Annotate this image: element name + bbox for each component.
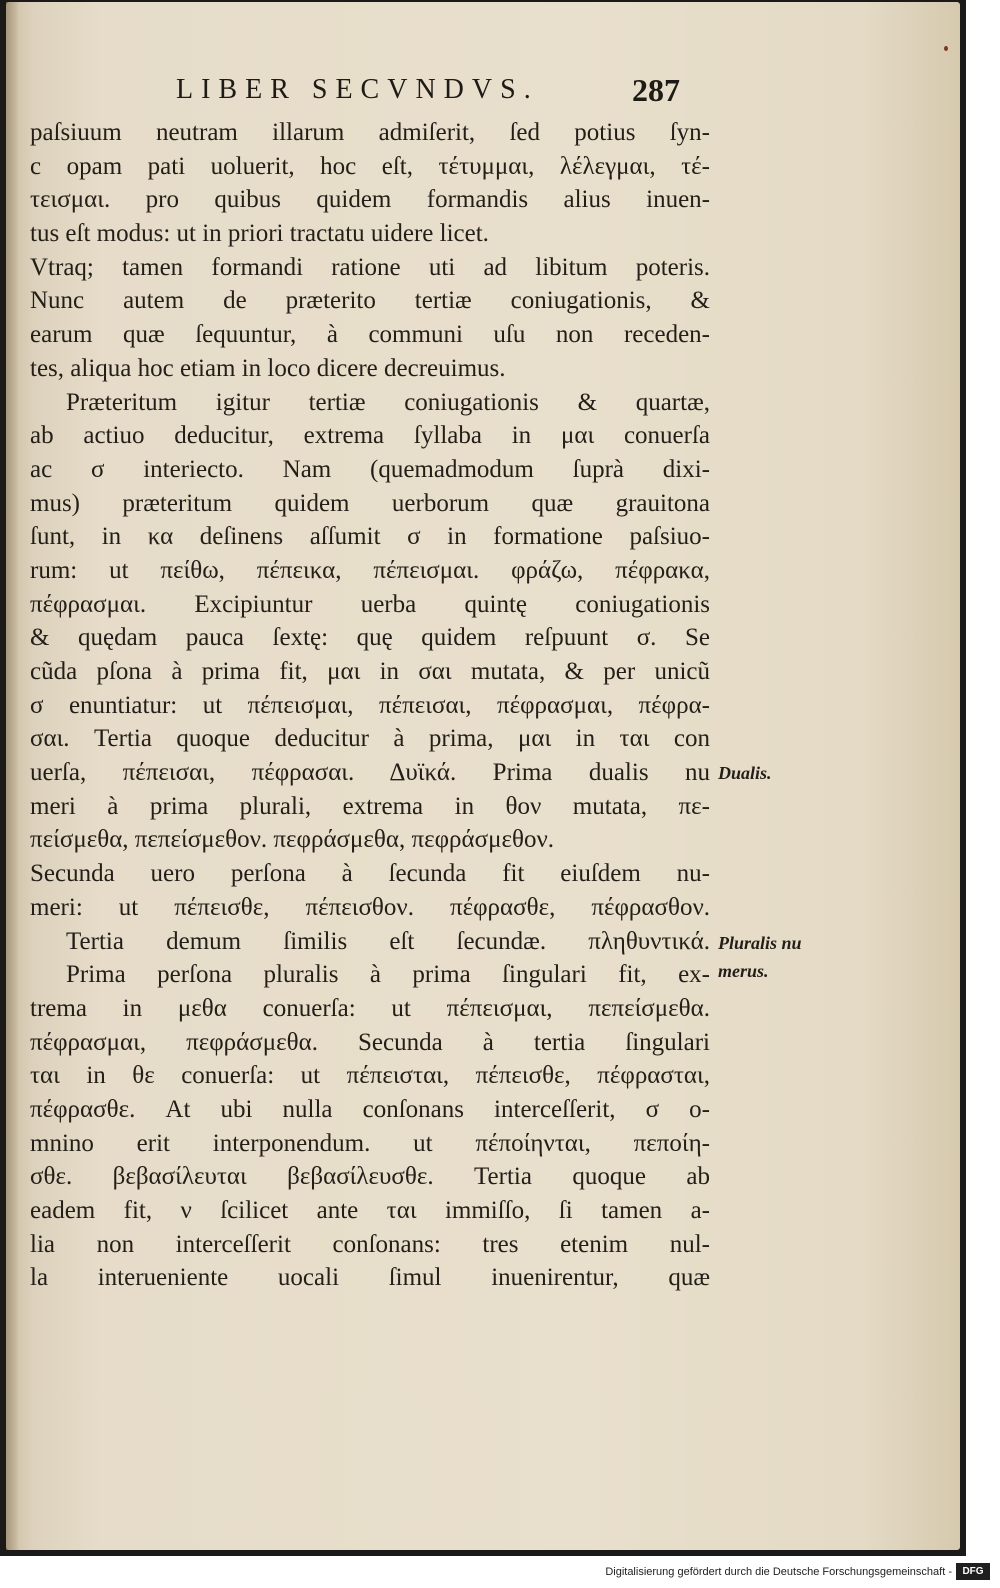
text-line: ab actiuo deducitur, extrema ſyllaba in μαι conuerſa	[30, 422, 710, 450]
text-line: ac σ interiecto. Nam (quemadmodum ſuprà dixi-	[30, 455, 710, 483]
text-line: cũda pſona à prima fit, μαι in σαι mutata, & per unicũ	[30, 658, 710, 685]
text-line: ται in θε conuerſa: ut πέπεισται, πέπεισθε, πέφρασται,	[30, 1062, 710, 1090]
text-line: πείσμεθα, πεπείσμεθον. πεφράσμεθα, πεφράσμεθον.	[30, 826, 555, 854]
text-line: lia non interceſſerit conſonans: tres etenim nul-	[30, 1230, 710, 1258]
text-line: πέφρασμαι. Excipiuntur uerba quintę coniugationis	[30, 590, 710, 618]
text-line: Præteritum igitur tertiæ coniugationis & quartæ,	[66, 388, 710, 416]
dfg-logo: DFG	[956, 1563, 990, 1580]
text-line: ſunt, in κα deſinens aſſumit σ in formatione paſsiuo-	[30, 523, 710, 551]
text-line: Secunda uero perſona à ſecunda fit eiuſdem nu-	[30, 860, 710, 888]
margin-note-dualis: Dualis.	[718, 763, 772, 783]
ink-spot	[944, 46, 948, 51]
text-line: trema in μεθα conuerſa: ut πέπεισμαι, πεπείσμεθα.	[30, 994, 710, 1022]
running-head: LIBER SECVNDVS.	[176, 74, 539, 105]
text-line: Tertia demum ſimilis eſt ſecundæ. πληθυντικά.	[66, 927, 710, 955]
text-line: tes, aliqua hoc etiam in loco dicere decreuimus.	[30, 354, 506, 382]
text-line: mus) præteritum quidem uerborum quæ grauitona	[30, 489, 710, 517]
text-line: meri à prima plurali, extrema in θον mutata, πε-	[30, 792, 710, 820]
text-line: tus eſt modus: ut in priori tractatu uidere licet.	[30, 220, 489, 248]
text-line: & quędam pauca ſextę: quę quidem reſpuunt σ. Se	[30, 624, 710, 652]
text-line: Vtraq; tamen formandi ratione uti ad libitum poteris.	[30, 253, 710, 281]
text-line: τεισμαι. pro quibus quidem formandis alius inuen-	[30, 186, 710, 214]
text-line: σθε. βεβασίλευται βεβασίλευσθε. Tertia quoque ab	[30, 1163, 710, 1191]
margin-note-pluralis-2: merus.	[718, 961, 769, 981]
text-line: mnino erit interponendum. ut πέποίηνται, πεποίη-	[30, 1129, 710, 1157]
text-line: πέφρασμαι, πεφράσμεθα. Secunda à tertia ſingulari	[30, 1028, 710, 1056]
text-line: σ enuntiatur: ut πέπεισμαι, πέπεισαι, πέφρασμαι, πέφρα-	[30, 691, 710, 719]
text-line: πέφρασθε. At ubi nulla conſonans interceſſerit, σ o-	[30, 1095, 710, 1123]
text-line: eadem fit, ν ſcilicet ante ται immiſſo, ſi tamen a-	[30, 1197, 710, 1224]
text-line: uerſa, πέπεισαι, πέφρασαι. Δυϊκά. Prima dualis nu	[30, 759, 710, 787]
body-text	[30, 116, 710, 1295]
text-line: la interueniente uocali ſimul inuenirentur, quæ	[30, 1264, 710, 1292]
text-line: c opam pati uoluerit, hoc eſt, τέτυμμαι, λέλεγμαι, τέ-	[30, 152, 710, 180]
page-number: 287	[632, 72, 680, 108]
text-line: Nunc autem de præterito tertiæ coniugationis, &	[30, 287, 710, 315]
digitization-credit: Digitalisierung gefördert durch die Deutsche Forschungsgemeinschaft -	[605, 1566, 952, 1578]
text-line: earum quæ ſequuntur, à communi uſu non receden-	[30, 321, 710, 349]
text-line: meri: ut πέπεισθε, πέπεισθον. πέφρασθε, πέφρασθον.	[30, 893, 710, 921]
text-line: Prima perſona pluralis à prima ſingulari fit, ex-	[66, 961, 710, 989]
page-gutter-shadow	[6, 2, 18, 1550]
text-line: paſsiuum neutram illarum admiſerit, ſed potius ſyn-	[30, 119, 710, 146]
text-line: σαι. Tertia quoque deducitur à prima, μαι in ται con	[30, 725, 710, 753]
text-line: rum: ut πείθω, πέπεικα, πέπεισμαι. φράζω, πέφρακα,	[30, 556, 710, 584]
margin-note-pluralis-1: Pluralis nu	[718, 933, 802, 953]
